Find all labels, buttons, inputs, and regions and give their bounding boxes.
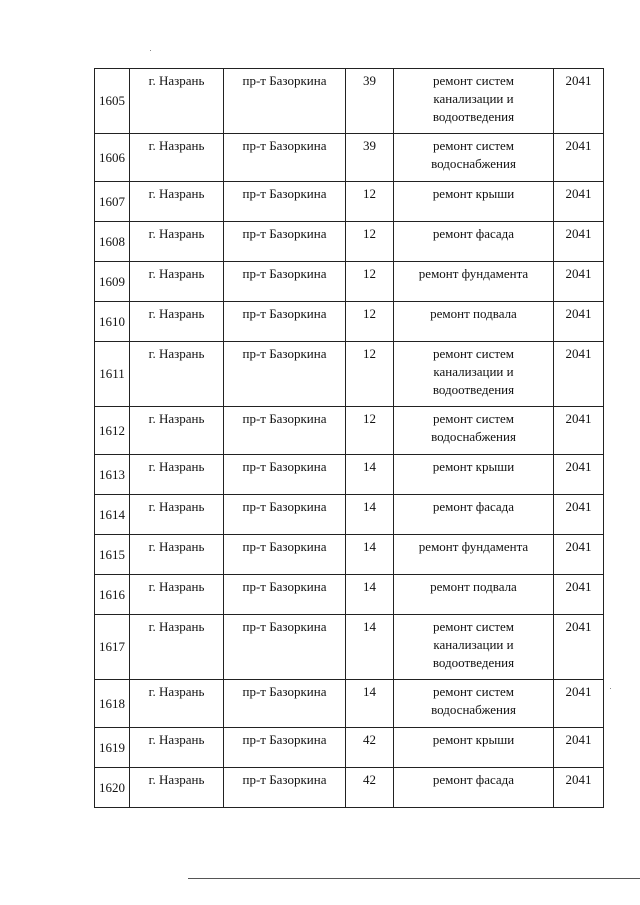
street-cell: пр-т Базоркина — [224, 728, 346, 768]
city-cell: г. Назрань — [130, 455, 224, 495]
work-type-cell: ремонт систем канализации и водоотведения — [394, 342, 554, 407]
row-number: 1609 — [95, 262, 130, 302]
house-number-cell: 14 — [346, 680, 394, 728]
city-cell: г. Назрань — [130, 728, 224, 768]
year-cell: 2041 — [554, 407, 604, 455]
city-cell: г. Назрань — [130, 575, 224, 615]
row-number: 1618 — [95, 680, 130, 728]
city-cell: г. Назрань — [130, 615, 224, 680]
house-number-cell: 14 — [346, 495, 394, 535]
city-cell: г. Назрань — [130, 262, 224, 302]
row-number: 1606 — [95, 134, 130, 182]
street-cell: пр-т Базоркина — [224, 455, 346, 495]
row-number: 1607 — [95, 182, 130, 222]
city-cell: г. Назрань — [130, 182, 224, 222]
year-cell: 2041 — [554, 262, 604, 302]
registry-table — [94, 68, 604, 808]
year-cell: 2041 — [554, 615, 604, 680]
row-number: 1610 — [95, 302, 130, 342]
work-type-cell: ремонт фасада — [394, 495, 554, 535]
year-cell: 2041 — [554, 134, 604, 182]
table-row — [95, 407, 604, 455]
street-cell: пр-т Базоркина — [224, 134, 346, 182]
table-row — [95, 302, 604, 342]
house-number-cell: 39 — [346, 69, 394, 134]
row-number: 1612 — [95, 407, 130, 455]
street-cell: пр-т Базоркина — [224, 575, 346, 615]
house-number-cell: 12 — [346, 407, 394, 455]
work-type-cell: ремонт фундамента — [394, 262, 554, 302]
work-type-cell: ремонт подвала — [394, 575, 554, 615]
house-number-cell: 42 — [346, 728, 394, 768]
year-cell: 2041 — [554, 222, 604, 262]
row-number: 1619 — [95, 728, 130, 768]
scan-speck — [150, 50, 151, 51]
table-row — [95, 680, 604, 728]
work-type-cell: ремонт систем водоснабжения — [394, 407, 554, 455]
city-cell: г. Назрань — [130, 680, 224, 728]
work-type-cell: ремонт фундамента — [394, 535, 554, 575]
work-type-cell: ремонт крыши — [394, 182, 554, 222]
table-row — [95, 222, 604, 262]
city-cell: г. Назрань — [130, 535, 224, 575]
city-cell: г. Назрань — [130, 768, 224, 808]
row-number: 1617 — [95, 615, 130, 680]
year-cell: 2041 — [554, 302, 604, 342]
house-number-cell: 14 — [346, 455, 394, 495]
city-cell: г. Назрань — [130, 342, 224, 407]
street-cell: пр-т Базоркина — [224, 69, 346, 134]
table-row — [95, 69, 604, 134]
year-cell: 2041 — [554, 768, 604, 808]
house-number-cell: 12 — [346, 262, 394, 302]
row-number: 1605 — [95, 69, 130, 134]
registry-table-body — [95, 69, 604, 808]
house-number-cell: 14 — [346, 535, 394, 575]
row-number: 1611 — [95, 342, 130, 407]
table-row — [95, 615, 604, 680]
year-cell: 2041 — [554, 495, 604, 535]
street-cell: пр-т Базоркина — [224, 768, 346, 808]
work-type-cell: ремонт систем канализации и водоотведения — [394, 69, 554, 134]
city-cell: г. Назрань — [130, 495, 224, 535]
table-row — [95, 768, 604, 808]
year-cell: 2041 — [554, 182, 604, 222]
city-cell: г. Назрань — [130, 134, 224, 182]
year-cell: 2041 — [554, 535, 604, 575]
year-cell: 2041 — [554, 680, 604, 728]
work-type-cell: ремонт фасада — [394, 768, 554, 808]
table-row — [95, 535, 604, 575]
street-cell: пр-т Базоркина — [224, 182, 346, 222]
table-row — [95, 134, 604, 182]
table-row — [95, 182, 604, 222]
row-number: 1616 — [95, 575, 130, 615]
row-number: 1614 — [95, 495, 130, 535]
street-cell: пр-т Базоркина — [224, 262, 346, 302]
street-cell: пр-т Базоркина — [224, 222, 346, 262]
street-cell: пр-т Базоркина — [224, 495, 346, 535]
house-number-cell: 12 — [346, 222, 394, 262]
city-cell: г. Назрань — [130, 407, 224, 455]
street-cell: пр-т Базоркина — [224, 302, 346, 342]
street-cell: пр-т Базоркина — [224, 407, 346, 455]
work-type-cell: ремонт крыши — [394, 728, 554, 768]
row-number: 1613 — [95, 455, 130, 495]
work-type-cell: ремонт систем водоснабжения — [394, 134, 554, 182]
row-number: 1615 — [95, 535, 130, 575]
table-row — [95, 495, 604, 535]
bottom-rule — [188, 878, 640, 879]
year-cell: 2041 — [554, 728, 604, 768]
work-type-cell: ремонт крыши — [394, 455, 554, 495]
house-number-cell: 42 — [346, 768, 394, 808]
city-cell: г. Назрань — [130, 302, 224, 342]
house-number-cell: 12 — [346, 182, 394, 222]
row-number: 1620 — [95, 768, 130, 808]
city-cell: г. Назрань — [130, 69, 224, 134]
house-number-cell: 14 — [346, 615, 394, 680]
year-cell: 2041 — [554, 342, 604, 407]
year-cell: 2041 — [554, 69, 604, 134]
table-row — [95, 342, 604, 407]
scan-speck — [610, 688, 611, 689]
street-cell: пр-т Базоркина — [224, 342, 346, 407]
table-row — [95, 455, 604, 495]
street-cell: пр-т Базоркина — [224, 615, 346, 680]
house-number-cell: 14 — [346, 575, 394, 615]
table-row — [95, 262, 604, 302]
house-number-cell: 12 — [346, 342, 394, 407]
year-cell: 2041 — [554, 455, 604, 495]
work-type-cell: ремонт систем водоснабжения — [394, 680, 554, 728]
work-type-cell: ремонт систем канализации и водоотведения — [394, 615, 554, 680]
house-number-cell: 39 — [346, 134, 394, 182]
row-number: 1608 — [95, 222, 130, 262]
street-cell: пр-т Базоркина — [224, 535, 346, 575]
year-cell: 2041 — [554, 575, 604, 615]
house-number-cell: 12 — [346, 302, 394, 342]
table-row — [95, 728, 604, 768]
city-cell: г. Назрань — [130, 222, 224, 262]
street-cell: пр-т Базоркина — [224, 680, 346, 728]
work-type-cell: ремонт фасада — [394, 222, 554, 262]
work-type-cell: ремонт подвала — [394, 302, 554, 342]
table-row — [95, 575, 604, 615]
